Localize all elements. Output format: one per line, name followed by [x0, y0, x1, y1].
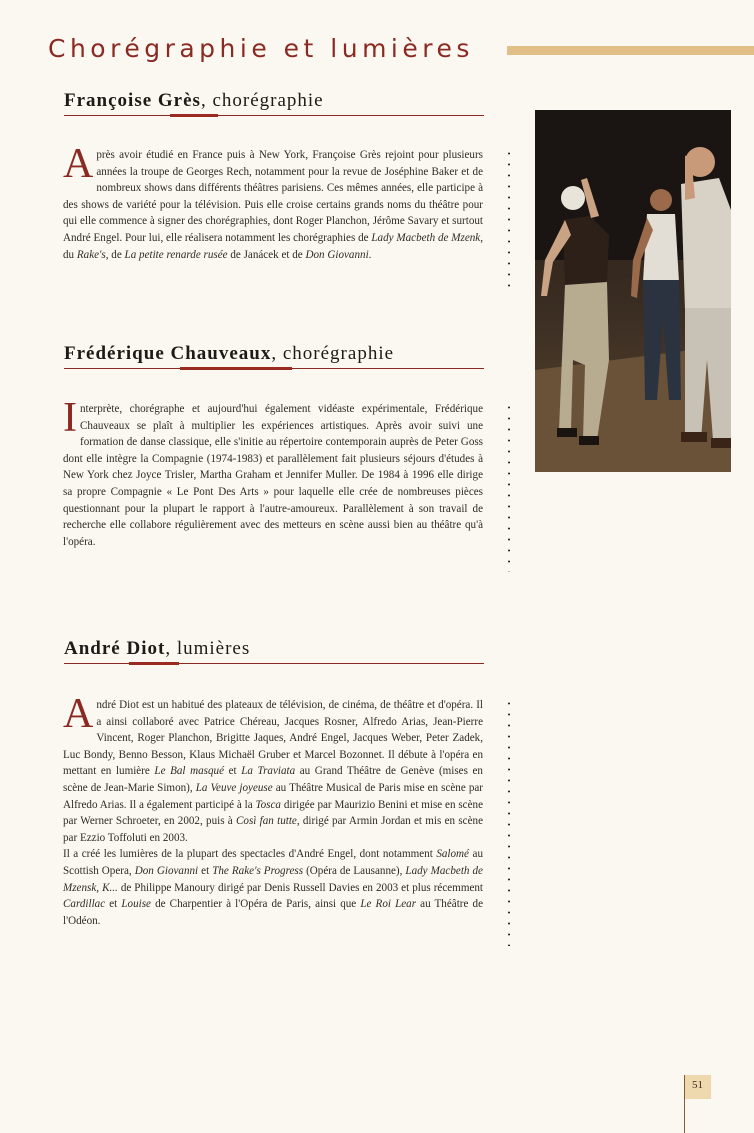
- bio-text: nterprète, chorégraphe et aujourd'hui également vidéaste expérimentale, Frédérique Chauveaux se plaît à multiplier les expériences artistiques. Après avoir suivi une formation de danse classique, elle s'initie au répertoire contemporain auprès de Peter Goss dont elle intègre la Compagnie (1974-1983) et parallèlement fait plusieurs séjours d'études à New York chez Joyce Trisler, Martha Graham et Jennifer Muller. De 1984 à 1996 elle dirige sa propre Compagnie « Le Pont Des Arts » pour laquelle elle crée de nombreuses pièces questionnant pour la plupart le rapport à l'autre-amoureux. Parallèlement à son travail de recherche elle collabore régulièrement avec des metteurs en scène aussi bien au théâtre qu'à l'opéra.: [63, 403, 483, 548]
- dropcap: A: [63, 141, 94, 187]
- bio-title-italic: Don Giovanni: [305, 248, 369, 261]
- title-bar: [507, 46, 754, 55]
- bio-text: et: [224, 765, 242, 778]
- person-role: , lumières: [165, 638, 251, 659]
- bio-title-italic: Lady Macbeth de Mzenk: [371, 231, 481, 244]
- rehearsal-photo: [535, 110, 731, 472]
- person-name: André Diot: [64, 638, 166, 659]
- page-number: 51: [692, 1079, 703, 1091]
- bio-diot: [63, 691, 483, 929]
- bio-title-italic: The Rake's Progress: [212, 864, 304, 877]
- bio-title-italic: Louise: [121, 898, 151, 911]
- person-name: Françoise Grès: [64, 90, 201, 111]
- bio-title-italic: Tosca: [255, 798, 281, 811]
- bio-text: près avoir étudié en France puis à New York, Françoise Grès rejoint pour plusieurs années la troupe de Georges Rech, notamment pour la revue de Joséphine Baker et de nombreux shows dans différents théâtres parisiens. Ces mêmes années, elle participe à des shows de variété pour la télévision. Puis elle croise certains grands noms du théâtre pour qui elle commence à signer des chorégraphies, dont Roger Planchon, Jérôme Savary et surtout André Engel. Pour lui, elle réalisera notamment les chorégraphies de: [63, 149, 483, 244]
- bio-text: et: [105, 898, 122, 911]
- bio-text: et: [198, 864, 213, 877]
- dotted-separator: [508, 402, 510, 572]
- dropcap: A: [63, 691, 94, 737]
- page-number-rule: [684, 1075, 685, 1133]
- bio-title-italic: Così fan tutte: [236, 815, 297, 828]
- bio-text: au Théâtre de l'Odéon.: [63, 898, 483, 927]
- bio-title-italic: Don Giovanni: [134, 864, 199, 877]
- bio-chauveaux: [63, 395, 483, 550]
- bio-text: au Théâtre Musical de Paris mise en scène par Alfredo Arias. Il a également participé à la: [63, 781, 483, 811]
- bio-title-italic: Cardillac: [63, 898, 106, 911]
- bio-text: ndré Diot est un habitué des plateaux de télévision, de cinéma, de théâtre et d'opéra. Il a ainsi collaboré avec Patrice Chéreau, Jacques Rosner, Alfredo Arias, Jean-Pierre Vincent, Roger Planchon, Brigitte Jaques, André Engel, Jacques Weber, Peter Zadek, Luc Bondy, Benno Besson, Klaus Michaël Gruber et Marcel Bozonnet. Il débute à l'opéra en mettant en lumière: [63, 699, 483, 778]
- bio-title-italic: Le Roi Lear: [360, 898, 417, 911]
- bio-title-italic: Le Bal masqué: [154, 765, 225, 778]
- heading-accent: [180, 367, 292, 370]
- bio-text: de Philippe Manoury dirigé par Denis Russell Davies en 2003 et plus récemment: [117, 881, 483, 894]
- bio-title-italic: Salomé: [436, 848, 469, 861]
- bio-title-italic: Lady Macbeth de Mzensk, K...: [63, 864, 483, 894]
- bio-text: de Charpentier à l'Opéra de Paris, ainsi que: [150, 898, 361, 911]
- bio-title-italic: Rake's: [76, 248, 106, 261]
- heading-accent: [129, 662, 179, 665]
- heading-accent: [170, 114, 218, 117]
- bio-text: au Grand Théâtre de Genève (mises en scène de Jean-Marie Simon),: [63, 765, 483, 794]
- bio-gres: [63, 141, 483, 263]
- person-role: , chorégraphie: [271, 343, 395, 364]
- bio-text: de Janácek et de: [227, 248, 306, 261]
- person-heading-gres: [64, 90, 484, 116]
- dotted-separator: [508, 698, 510, 946]
- bio-text: .: [368, 248, 372, 261]
- dropcap: I: [63, 395, 77, 441]
- bio-title-italic: La petite renarde rusée: [124, 248, 228, 261]
- person-name: Frédérique Chauveaux: [64, 343, 272, 364]
- bio-text: au Scottish Opera,: [63, 848, 483, 877]
- section-title: Chorégraphie et lumières: [48, 34, 474, 63]
- person-role: , chorégraphie: [200, 90, 324, 111]
- bio-title-italic: La Traviata: [241, 765, 296, 778]
- page-number-box: [684, 1075, 711, 1099]
- person-heading-chauveaux: [64, 343, 484, 369]
- bio-text: , du: [63, 231, 483, 261]
- dotted-separator: [508, 148, 510, 288]
- bio-text: , dirigé par Armin Jordan et mis en scène par Ezzio Toffoluti en 2003.: [63, 815, 483, 844]
- person-heading-diot: [64, 638, 484, 664]
- bio-text: (Opéra de Lausanne),: [303, 864, 406, 877]
- bio-text: , de: [105, 248, 125, 261]
- bio-text: dirigée par Maurizio Benini et mise en scène par Werner Schroeter, en 2002, puis à: [63, 798, 483, 828]
- bio-title-italic: La Veuve joyeuse: [195, 781, 273, 794]
- bio-text: Il a créé les lumières de la plupart des spectacles d'André Engel, dont notamment: [63, 848, 437, 861]
